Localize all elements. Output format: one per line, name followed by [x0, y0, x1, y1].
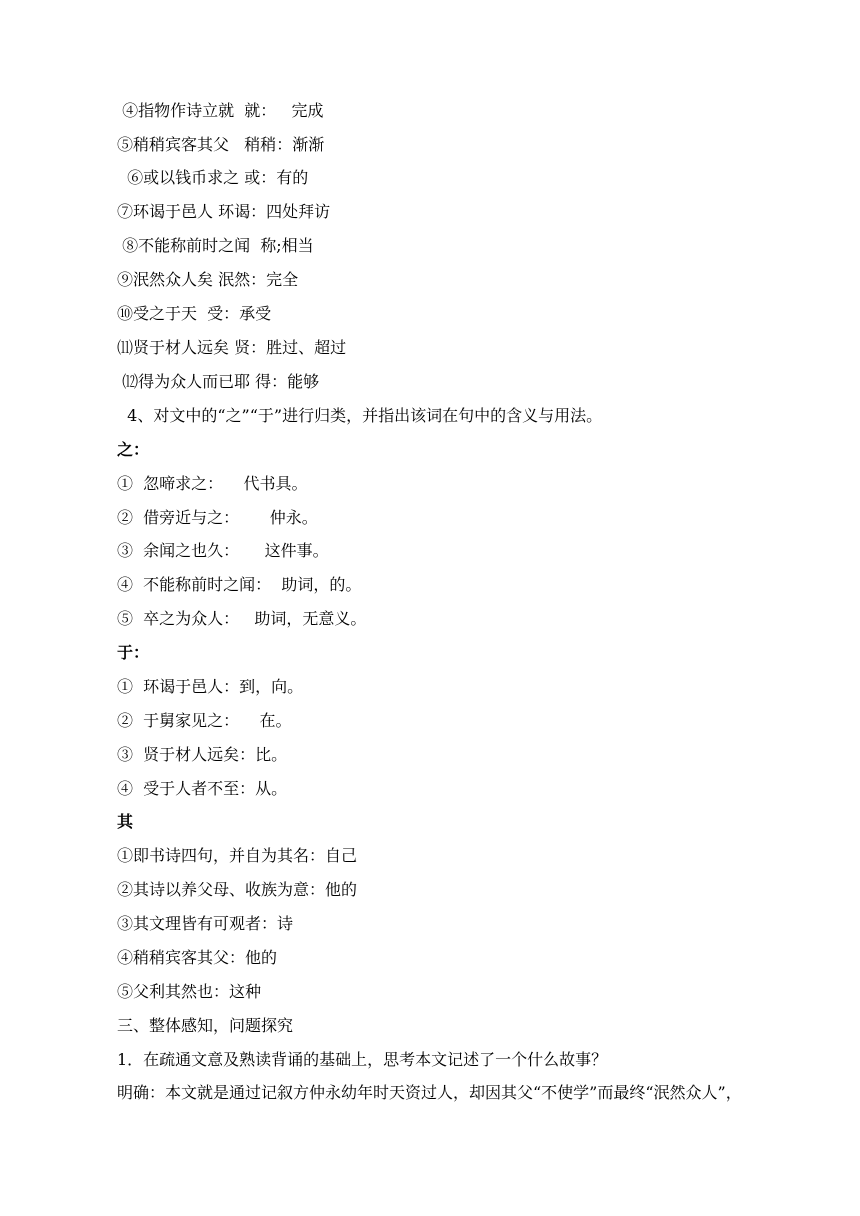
text-line-9: ⑿得为众人而已耶 得：能够: [117, 372, 320, 391]
text-line-1: ④指物作诗立就 就： 完成: [117, 101, 324, 120]
zhi-item-1: ① 忽啼求之： 代书具。: [117, 474, 308, 493]
section-heading-yu: 于：: [117, 643, 150, 662]
text-line-6: ⑨泯然众人矣 泯然：完全: [117, 270, 299, 289]
text-line-4: ⑦环谒于邑人 环谒：四处拜访: [117, 202, 331, 221]
zhi-item-4: ④ 不能称前时之闻： 助词，的。: [117, 575, 362, 594]
yu-item-3: ③ 贤于材人远矣：比。: [117, 745, 288, 764]
text-line-8: ⑾贤于材人远矣 贤：胜过、超过: [117, 338, 347, 357]
answer-line: 明确：本文就是通过记叙方仲永幼年时天资过人，却因其父“不使学”而最终“泯然众人”，: [117, 1083, 742, 1102]
text-line-2: ⑤稍稍宾客其父 稍稍：渐渐: [117, 135, 325, 154]
qi-item-2: ②其诗以养父母、收族为意：他的: [117, 880, 358, 899]
yu-item-2: ② 于舅家见之： 在。: [117, 711, 292, 730]
text-line-7: ⑩受之于天 受：承受: [117, 304, 272, 323]
zhi-item-3: ③ 余闻之也久： 这件事。: [117, 541, 329, 560]
qi-item-4: ④稍稍宾客其父：他的: [117, 948, 278, 967]
yu-item-4: ④ 受于人者不至：从。: [117, 779, 288, 798]
zhi-item-2: ② 借旁近与之： 仲永。: [117, 508, 318, 527]
text-line-5: ⑧不能称前时之闻 称;相当: [117, 236, 314, 255]
section-heading-zhi: 之：: [117, 440, 150, 459]
question-4: 4、对文中的“之”“于”进行归类，并指出该词在句中的含义与用法。: [117, 406, 603, 425]
question-1: 1．在疏通文意及熟读背诵的基础上，思考本文记述了一个什么故事？: [117, 1050, 608, 1069]
section-heading-qi: 其: [117, 812, 134, 831]
qi-item-5: ⑤父利其然也：这种: [117, 982, 262, 1001]
yu-item-1: ① 环谒于邑人：到，向。: [117, 677, 304, 696]
zhi-item-5: ⑤ 卒之为众人： 助词，无意义。: [117, 609, 367, 628]
qi-item-3: ③其文理皆有可观者：诗: [117, 914, 294, 933]
section-heading-3: 三、整体感知，问题探究: [117, 1016, 294, 1035]
text-line-3: ⑥或以钱币求之 或：有的: [117, 168, 309, 187]
qi-item-1: ①即书诗四句，并自为其名：自己: [117, 846, 358, 865]
